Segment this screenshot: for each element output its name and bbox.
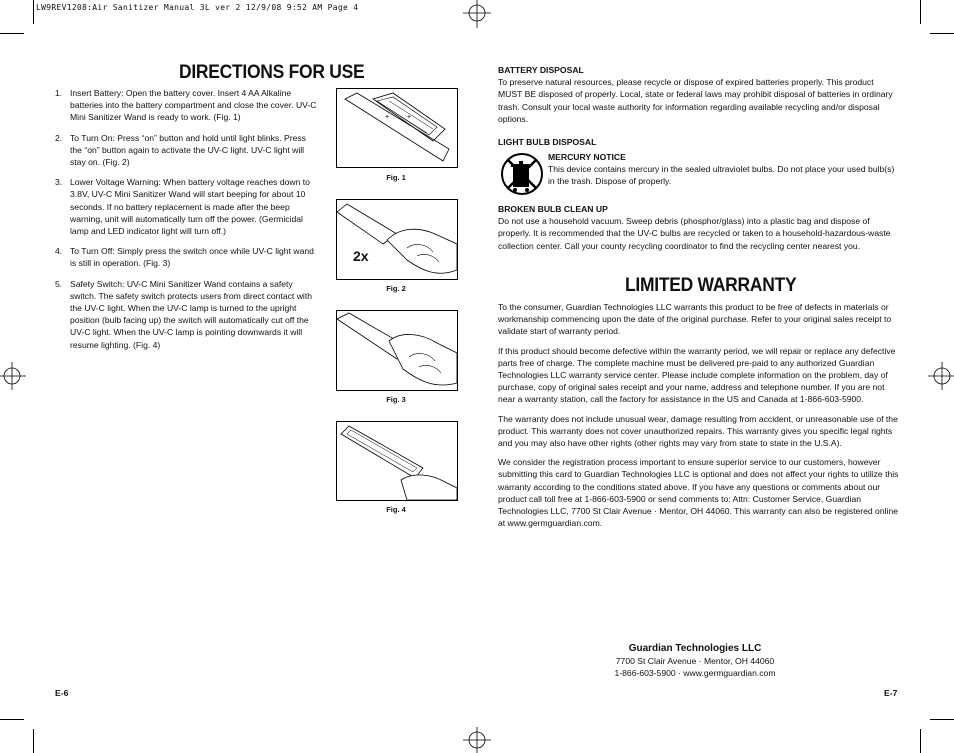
- mercury-notice-heading: MERCURY NOTICE: [548, 152, 626, 162]
- registration-mark-top: [459, 0, 495, 28]
- mercury-notice-text: This device contains mercury in the sealed ultraviolet bulbs. Do not place your used bulb(s) in the trash. Dispose of properly.: [548, 164, 895, 187]
- figure-4-caption: Fig. 4: [386, 505, 406, 514]
- broken-bulb-heading: BROKEN BULB CLEAN UP: [498, 204, 608, 214]
- list-item: 2. To Turn On: Press “on” button and hold until light blinks. Press the “on” button again to activate the UV-C light. UV-C light will stay on. (Fig. 2): [55, 132, 306, 168]
- list-item: 3. Lower Voltage Warning: When battery voltage reaches down to 3.8V, UV-C Mini Sanitizer Wand will start beeping for about 10 seconds. If no battery replacement is made after the beep warning, unit will automatically turn off the power. (Germicidal lamp and LED indicator light will turn off.): [55, 177, 310, 237]
- warranty-paragraph: We consider the registration process important to ensure superior service to our customers, however submitting this card to Guardian Technologies LLC is optional and does not affect your rights to utilize this warranty according to the conditions stated above. If you have any questions or comments about our product call toll free at 1-866-603-5900 or send comments to: Attn: Customer Service, Guardian Technologies LLC, 7700 St Clair Avenue · Mentor, OH 44060. This warranty can also be registered online at www.germguardian.com.: [498, 457, 899, 529]
- figure-1-illustration: [336, 88, 458, 168]
- company-footer: [580, 643, 810, 680]
- company-address: 7700 St Clair Avenue · Mentor, OH 44060: [615, 656, 775, 667]
- company-name: Guardian Technologies LLC: [628, 643, 762, 654]
- broken-bulb-section: [498, 203, 900, 252]
- figure-2-caption: Fig. 2: [386, 284, 406, 293]
- warranty-paragraph: The warranty does not include unusual wear, damage resulting from accident, or unreasonable use of the product. This warranty does not cover unauthorized repairs. This warranty gives you specific legal rights and you may also have other rights (other rights may vary from state to state in the U.S.A).: [498, 413, 898, 449]
- figure-3-illustration: [336, 310, 458, 391]
- fig2-press-count: 2x: [353, 248, 369, 264]
- registration-mark-left: [0, 358, 26, 394]
- no-trash-bin-icon: [500, 152, 544, 196]
- directions-title: DIRECTIONS FOR USE: [179, 62, 365, 83]
- warranty-paragraph: To the consumer, Guardian Technologies LLC warrants this product to be free of defects in materials or workmanship commencing upon the date of the original purchase. Refer to your original sales receipt to validate start of warranty period.: [498, 302, 892, 337]
- svg-text:+: +: [407, 114, 412, 121]
- limited-warranty-title: LIMITED WARRANTY: [625, 275, 797, 296]
- list-item: 1. Insert Battery: Open the battery cover. Insert 4 AA Alkaline batteries into the battery compartment and close the cover. UV-C Mini Sanitizer Wand is ready to work. (Fig. 1): [55, 88, 317, 123]
- figure-2-illustration: [336, 199, 458, 280]
- figure-3-caption: Fig. 3: [386, 395, 406, 404]
- company-contact: 1-866-603-5900 · www.germguardian.com: [614, 668, 776, 679]
- figure-4-illustration: [336, 421, 458, 501]
- page-number-left: E-6: [55, 688, 69, 698]
- print-slug: LW9REV1208:Air Sanitizer Manual 3L ver 2 12/9/08 9:52 AM Page 4: [36, 3, 359, 12]
- battery-disposal-heading: BATTERY DISPOSAL: [498, 65, 584, 75]
- battery-disposal-text: To preserve natural resources, please recycle or dispose of expired batteries properly. This product MUST BE disposed of properly. Local, state or federal laws may prohibit disposal of batteries in ordinary trash. Consult your local waste authority for information regarding available recycling and/or disposal options.: [498, 77, 893, 124]
- mercury-notice-section: [548, 151, 900, 188]
- broken-bulb-text: Do not use a household vacuum. Sweep debris (phosphor/glass) into a plastic bag and dispose of properly. It is recommended that the UV-C bulbs are recycled or taken to a household-hazardous-waste collection center. Call your county recycling coordinator to find the recycling center nearest you.: [498, 216, 891, 251]
- list-item: 4. To Turn Off: Simply press the switch once while UV-C light wand is still in operation. (Fig. 3): [55, 246, 314, 269]
- page-number-right: E-7: [884, 688, 898, 698]
- warranty-body: [498, 301, 900, 536]
- list-item: 5. Safety Switch: UV-C Mini Sanitizer Wand contains a safety switch. The safety switch protects users from direct contact with the UV-C light. When the UV-C lamp is turned to the upright position (bulb facing up) the switch will automatically cut off the UV-C light. When the UV-C lamp is pointing downwards it will resume lighting. (Fig. 4): [55, 278, 312, 350]
- svg-text:+: +: [385, 114, 390, 121]
- light-bulb-disposal-heading: LIGHT BULB DISPOSAL: [498, 137, 597, 147]
- registration-mark-bottom: [459, 727, 495, 753]
- warranty-paragraph: If this product should become defective within the warranty period, we will repair or replace any defective parts free of charge. The complete machine must be delivered pre-paid to any authorized Guardian Technologies LLC warranty service center. Please include complete information on the problem, day of purchase, copy of original sales receipt and your name, address and telephone number. If you are not near a warranty station, call the factory for assistance in the US and Canada at 1-866-603-5900.: [498, 345, 896, 405]
- battery-disposal-section: [498, 64, 900, 125]
- registration-mark-right: [928, 358, 954, 394]
- figure-1-caption: Fig. 1: [386, 173, 406, 182]
- directions-list: [55, 87, 317, 359]
